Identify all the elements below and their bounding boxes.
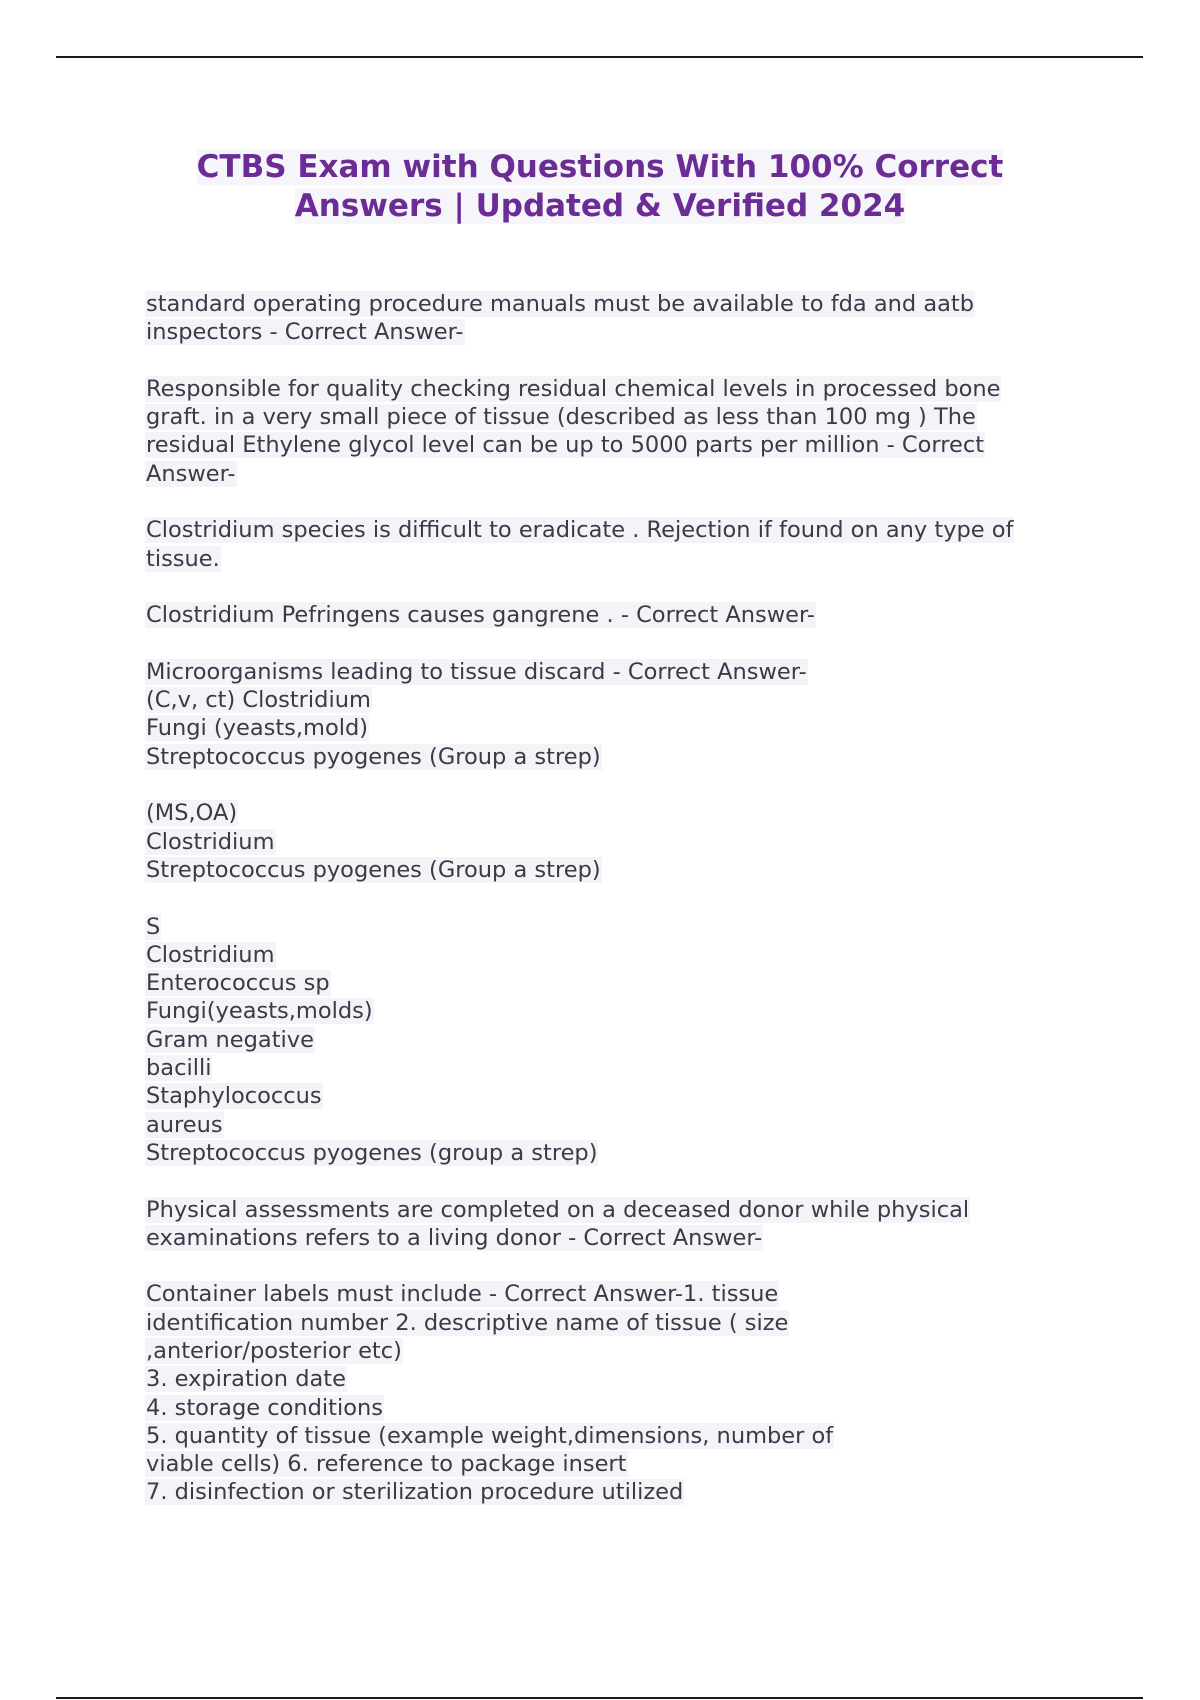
text-line-content: S — [146, 913, 161, 940]
text-line-content: examinations refers to a living donor - Correct Answer- — [146, 1224, 763, 1251]
text-line — [145, 1224, 1095, 1252]
qa-block — [145, 658, 1095, 771]
page-title — [100, 148, 1100, 226]
qa-block — [145, 290, 1095, 347]
text-line — [145, 913, 1095, 941]
text-line — [145, 375, 1095, 403]
qa-block — [145, 375, 1095, 488]
text-line — [145, 941, 1095, 969]
text-line-content: aureus — [146, 1111, 223, 1138]
text-line — [145, 828, 1095, 856]
text-line-content: viable cells) 6. reference to package insert — [146, 1451, 627, 1478]
top-rule — [56, 56, 1143, 58]
text-line — [145, 516, 1095, 544]
text-line-content: Responsible for quality checking residual chemical levels in processed bone — [146, 375, 1001, 402]
text-line — [145, 714, 1095, 742]
text-line-content: (MS,OA) — [146, 800, 238, 827]
text-line — [145, 743, 1095, 771]
text-line-content: Clostridium — [146, 828, 275, 855]
text-line — [145, 460, 1095, 488]
text-line — [145, 1478, 1095, 1506]
text-line-content: Physical assessments are completed on a deceased donor while physical — [146, 1196, 970, 1223]
text-line — [145, 601, 1095, 629]
text-line — [145, 1365, 1095, 1393]
text-line-content: Enterococcus sp — [146, 970, 330, 997]
text-line-content: (C,v, ct) Clostridium — [146, 687, 371, 714]
text-line — [145, 1139, 1095, 1167]
text-line — [145, 1450, 1095, 1478]
text-line-content: bacilli — [146, 1055, 212, 1082]
title-line: Answers | Updated & Verified 2024 — [294, 188, 906, 224]
text-line — [145, 1054, 1095, 1082]
text-line-content: Streptococcus pyogenes (Group a strep) — [146, 743, 601, 770]
text-line — [145, 1196, 1095, 1224]
text-line — [145, 969, 1095, 997]
text-line — [145, 1422, 1095, 1450]
text-line — [145, 290, 1095, 318]
text-line — [145, 658, 1095, 686]
bottom-rule — [56, 1697, 1143, 1699]
text-line — [145, 1394, 1095, 1422]
text-line — [145, 1280, 1095, 1308]
text-line-content: 3. expiration date — [146, 1366, 346, 1393]
text-line-content: Container labels must include - Correct Answer-1. tissue — [146, 1281, 779, 1308]
text-line-content: Fungi (yeasts,mold) — [146, 715, 369, 742]
text-line-content: Streptococcus pyogenes (group a strep) — [146, 1139, 598, 1166]
text-line-content: Clostridium Pefringens causes gangrene . - Correct Answer- — [146, 602, 815, 629]
text-line-content: inspectors - Correct Answer- — [146, 319, 464, 346]
text-line — [145, 1026, 1095, 1054]
text-line-content: Streptococcus pyogenes (Group a strep) — [146, 856, 601, 883]
text-line-content: 7. disinfection or sterilization procedure utilized — [146, 1479, 684, 1506]
text-line — [145, 545, 1095, 573]
text-line — [145, 1309, 1095, 1337]
text-line — [145, 318, 1095, 346]
text-line — [145, 403, 1095, 431]
text-line — [145, 1337, 1095, 1365]
text-line-content: standard operating procedure manuals must be available to fda and aatb — [146, 291, 975, 317]
text-line-content: Staphylococcus — [146, 1083, 322, 1110]
text-line — [145, 1082, 1095, 1110]
qa-block — [145, 799, 1095, 884]
text-line-content: Clostridium species is difficult to eradicate . Rejection if found on any type of — [146, 517, 1014, 544]
qa-block — [145, 913, 1095, 1168]
text-line-content: 5. quantity of tissue (example weight,dimensions, number of — [146, 1422, 834, 1449]
text-line-content: residual Ethylene glycol level can be up to 5000 parts per million - Correct — [146, 432, 985, 459]
text-line-content: Answer- — [146, 460, 236, 487]
text-line-content: Clostridium — [146, 941, 275, 968]
text-line — [145, 1111, 1095, 1139]
text-line — [145, 997, 1095, 1025]
text-line-content: 4. storage conditions — [146, 1394, 383, 1421]
text-line-content: tissue. — [146, 545, 220, 572]
text-line-content: Microorganisms leading to tissue discard - Correct Answer- — [146, 658, 807, 685]
text-line — [145, 856, 1095, 884]
text-line — [145, 686, 1095, 714]
document-body — [145, 290, 1095, 1535]
text-line-content: identification number 2. descriptive name of tissue ( size — [146, 1309, 789, 1336]
text-line-content: Gram negative — [146, 1026, 314, 1053]
qa-block — [145, 1196, 1095, 1253]
text-line — [145, 799, 1095, 827]
text-line-content: ,anterior/posterior etc) — [146, 1337, 402, 1364]
qa-block — [145, 516, 1095, 573]
text-line-content: Fungi(yeasts,molds) — [146, 998, 373, 1025]
text-line — [145, 431, 1095, 459]
qa-block — [145, 1280, 1095, 1506]
text-line-content: graft. in a very small piece of tissue (described as less than 100 mg ) The — [146, 404, 976, 431]
qa-block — [145, 601, 1095, 629]
title-line: CTBS Exam with Questions With 100% Correct — [196, 149, 1004, 185]
